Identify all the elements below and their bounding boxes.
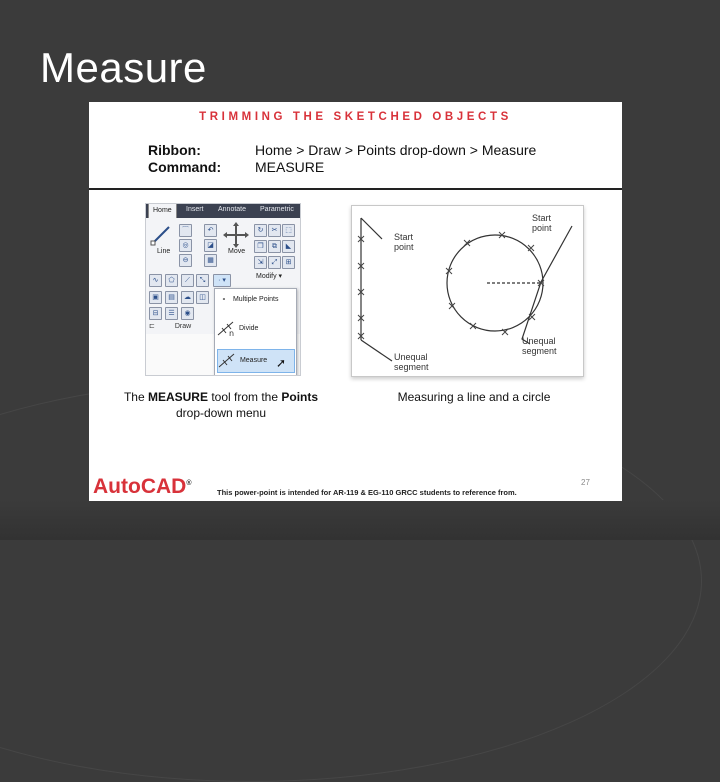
autocad-logo xyxy=(93,475,191,499)
label-line: Unequal xyxy=(522,336,556,346)
logo-text: AutoCAD xyxy=(93,475,187,498)
copy-icon[interactable]: ❐ xyxy=(254,240,267,253)
command-label: Command: xyxy=(148,159,222,175)
label-line: segment xyxy=(394,362,429,372)
measure-icon xyxy=(218,351,238,369)
cursor-icon: ➚ xyxy=(276,356,287,370)
table-icon[interactable]: ☰ xyxy=(165,307,178,320)
page-title: Measure xyxy=(40,44,207,91)
slide-image xyxy=(89,102,622,501)
spline-icon[interactable]: ∿ xyxy=(149,274,162,287)
undo-arc-icon[interactable]: ↶ xyxy=(204,224,217,237)
tab-annotate[interactable]: Annotate xyxy=(218,206,247,213)
tab-insert[interactable]: Insert xyxy=(186,206,204,213)
unequal-segment-left-label xyxy=(394,352,429,372)
xline-icon[interactable]: ⤡ xyxy=(196,274,209,287)
label-line: Start xyxy=(532,213,552,223)
block-icon[interactable]: ⊟ xyxy=(149,307,162,320)
line-tool-button[interactable] xyxy=(149,221,177,257)
measure-diagram xyxy=(351,205,584,377)
ribbon-caption xyxy=(121,389,321,421)
draw-label: Draw xyxy=(174,323,192,330)
pin-icon: ⊏ xyxy=(149,323,155,330)
region-icon[interactable]: ◪ xyxy=(204,239,217,252)
hatch-icon[interactable]: ▦ xyxy=(204,254,217,267)
label-line: point xyxy=(394,242,414,252)
line-label: Line xyxy=(157,248,171,255)
start-point-right-label xyxy=(532,213,552,233)
menu-item-label: Divide xyxy=(238,324,259,332)
menu-item-label: Multiple Points xyxy=(232,296,279,303)
erase-icon[interactable]: ⬚ xyxy=(282,224,295,237)
footer-note: This power-point is intended for AR-119 & EG-110 GRCC students to reference from. xyxy=(217,488,517,497)
donut-icon[interactable]: ◉ xyxy=(181,307,194,320)
circle-icon[interactable]: ◎ xyxy=(179,239,192,252)
gradient-icon[interactable]: ▤ xyxy=(165,291,178,304)
caption-text: The xyxy=(123,390,148,404)
divide-icon xyxy=(217,319,237,337)
draw-panel-label xyxy=(149,322,191,330)
svg-text:n: n xyxy=(229,329,235,337)
stretch-icon[interactable]: ⇲ xyxy=(254,256,267,269)
multiple-points-icon: ∘ xyxy=(221,296,227,303)
tab-parametric[interactable]: Parametric xyxy=(260,206,294,213)
caption-bold: MEASURE xyxy=(147,390,208,404)
ribbon-tab-bar xyxy=(146,204,300,218)
wipeout-icon[interactable]: ◫ xyxy=(196,291,209,304)
revcloud-icon[interactable]: ☁ xyxy=(181,291,194,304)
ribbon-label: Ribbon: xyxy=(148,142,201,158)
ribbon-path: Home > Draw > Points drop-down > Measure xyxy=(255,142,537,158)
move-label: Move xyxy=(228,248,246,255)
menu-item-measure[interactable] xyxy=(217,349,295,373)
fillet-icon[interactable]: ◣ xyxy=(282,240,295,253)
menu-item-label: Measure xyxy=(239,357,268,364)
polyline-icon[interactable]: ⌒ xyxy=(179,224,192,237)
move-tool-button[interactable] xyxy=(222,221,250,257)
ellipse-icon[interactable]: ⊖ xyxy=(179,254,192,267)
boundary-icon[interactable]: ▣ xyxy=(149,291,162,304)
caption-bold: Points xyxy=(281,390,319,404)
move-icon xyxy=(222,221,250,249)
points-dropdown-menu xyxy=(214,288,297,376)
array-icon[interactable]: ⊞ xyxy=(282,256,295,269)
scale-icon[interactable]: ⤢ xyxy=(268,256,281,269)
menu-item-divide[interactable] xyxy=(217,319,293,341)
modify-panel-label[interactable]: Modify ▾ xyxy=(256,273,283,280)
trim-icon[interactable]: ✂ xyxy=(268,224,281,237)
background-band xyxy=(0,500,720,540)
diagram-caption: Measuring a line and a circle xyxy=(397,390,551,404)
label-line: Unequal xyxy=(394,352,428,362)
caption-text: drop-down menu xyxy=(175,406,267,420)
ribbon-command-info xyxy=(148,142,536,176)
line-icon xyxy=(149,221,177,249)
label-line: segment xyxy=(522,346,557,356)
rotate-icon[interactable]: ↻ xyxy=(254,224,267,237)
unequal-segment-right-label xyxy=(522,336,557,356)
command-value: MEASURE xyxy=(255,159,325,175)
mirror-icon[interactable]: ⧉ xyxy=(268,240,281,253)
label-line: Start xyxy=(394,232,414,242)
section-banner: TRIMMING THE SKETCHED OBJECTS xyxy=(199,111,512,123)
point-dropdown-icon[interactable]: · ▾ xyxy=(213,274,231,287)
label-line: point xyxy=(532,223,552,233)
logo-mark: ® xyxy=(186,480,192,487)
divider xyxy=(89,188,622,190)
ribbon-screenshot xyxy=(145,203,301,376)
start-point-left-label xyxy=(394,232,414,252)
polygon-icon[interactable]: ⬠ xyxy=(165,274,178,287)
caption-text: tool from the xyxy=(207,390,282,404)
ray-icon[interactable]: ⟋ xyxy=(181,274,194,287)
tab-home[interactable]: Home xyxy=(148,204,177,218)
menu-item-multiple-points[interactable] xyxy=(217,295,293,303)
page-number: 27 xyxy=(581,478,590,487)
